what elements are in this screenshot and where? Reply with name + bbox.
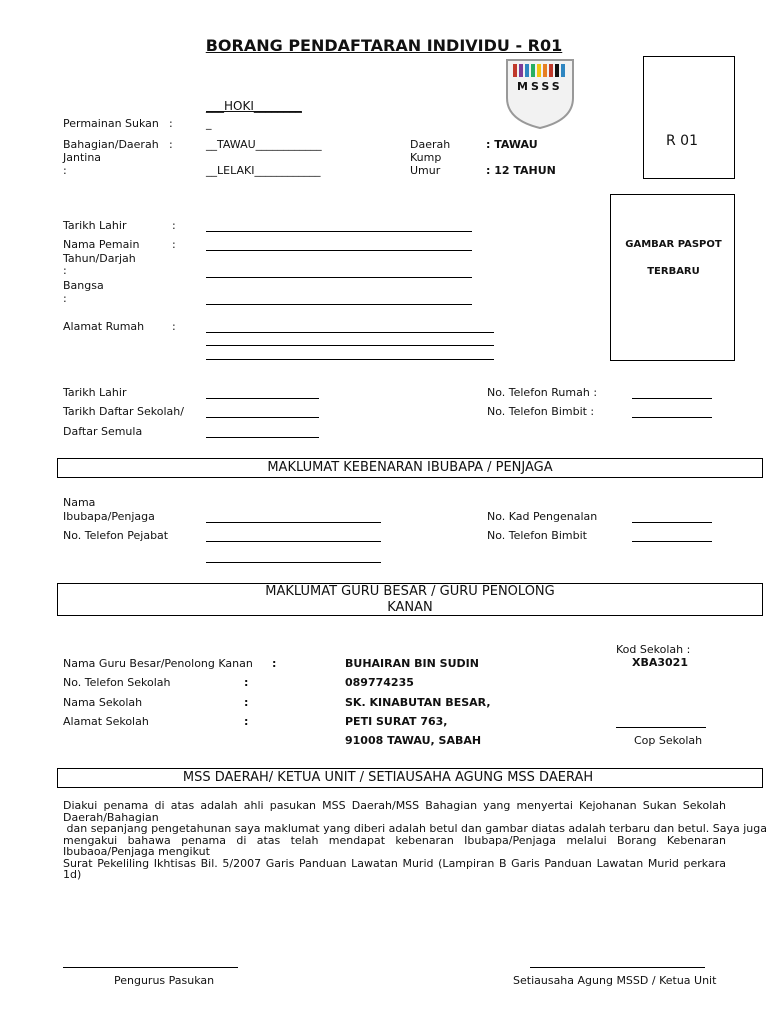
sport-colon: :: [169, 117, 173, 130]
teacher-row-label: Nama Guru Besar/Penolong Kanan: [63, 657, 253, 670]
school-code-label: Kod Sekolah :: [616, 643, 691, 656]
zone-value: __TAWAU____________: [206, 138, 322, 151]
declaration-line: mengakui bahawa penama di atas telah mendapat kebenaran Ibubapa/Penjaga melalui Borang Kebenaran Ibubaoa/Penjaga mengikut: [63, 833, 726, 858]
msss-logo: [505, 58, 575, 133]
declaration-line: Diakui penama di atas adalah ahli pasukan MSS Daerah/MSS Bahagian yang menyertai Kejohanan Sukan Sekolah Daerah/Bahagian: [63, 799, 726, 824]
home-phone-line[interactable]: [632, 398, 712, 399]
signature-label-left: Pengurus Pasukan: [114, 974, 215, 987]
stamp-label: Cop Sekolah: [634, 734, 703, 747]
reregister-line[interactable]: [206, 437, 319, 438]
stamp-line[interactable]: [616, 727, 706, 728]
name-label: Nama Pemain: [63, 238, 140, 251]
year-label: Tahun/Darjah: [63, 252, 136, 265]
teacher-row-label: Alamat Sekolah: [63, 715, 149, 728]
agegroup-label-1: Kump: [410, 151, 442, 164]
teacher-row-colon: :: [244, 696, 249, 709]
teacher-row-colon: :: [272, 657, 277, 670]
school-date-line[interactable]: [206, 417, 319, 418]
agegroup-value: : 12 TAHUN: [486, 164, 556, 177]
dob-colon: :: [172, 219, 176, 232]
office-phone-line[interactable]: [206, 541, 381, 542]
mobile-line[interactable]: [632, 417, 712, 418]
teacher-row-value: BUHAIRAN BIN SUDIN: [345, 657, 479, 670]
passport-photo-box: [610, 194, 735, 361]
parent-name-label-2: Ibubapa/Penjaga: [63, 510, 155, 523]
mobile-label: No. Telefon Bimbit :: [487, 405, 595, 418]
teacher-row-label: Nama Sekolah: [63, 696, 143, 709]
teacher-row-value: 91008 TAWAU, SABAH: [345, 734, 482, 747]
teacher-section-title-2: KANAN: [387, 600, 433, 615]
race-label: Bangsa: [63, 279, 104, 292]
sport-value-tail: _: [206, 117, 212, 130]
declaration-line: Surat Pekeliling Ikhtisas Bil. 5/2007 Garis Panduan Lawatan Murid (Lampiran B Garis Panduan Lawatan Murid perkara 1d): [63, 856, 726, 881]
teacher-row-value: 089774235: [345, 676, 414, 689]
dob-label: Tarikh Lahir: [63, 219, 127, 232]
zone-label: Bahagian/Daerah: [63, 138, 159, 151]
race-colon: :: [63, 292, 67, 305]
extra-parent-line[interactable]: [206, 562, 381, 563]
sport-label: Permainan Sukan: [63, 117, 159, 130]
teacher-section-title-1: MAKLUMAT GURU BESAR / GURU PENOLONG: [265, 584, 555, 599]
teacher-row-value: SK. KINABUTAN BESAR,: [345, 696, 491, 709]
address-label: Alamat Rumah: [63, 320, 145, 333]
form-code: R 01: [666, 133, 698, 149]
race-line[interactable]: [206, 304, 472, 305]
mss-section-header: [57, 768, 763, 788]
address-line-3[interactable]: [206, 359, 494, 360]
year-line[interactable]: [206, 277, 472, 278]
photo-label-2: TERBARU: [647, 266, 700, 277]
home-phone-label: No. Telefon Rumah :: [487, 386, 598, 399]
signature-label-right: Setiausaha Agung MSSD / Ketua Unit: [513, 974, 717, 987]
mss-section-title: MSS DAERAH/ KETUA UNIT / SETIAUSAHA AGUNG MSS DAERAH: [182, 770, 594, 785]
dob-line-2[interactable]: [206, 398, 319, 399]
district-value: : TAWAU: [486, 138, 538, 151]
parent-section-title: MAKLUMAT KEBENARAN IBUBAPA / PENJAGA: [267, 460, 553, 475]
agegroup-label-2: Umur: [410, 164, 441, 177]
parent-name-line[interactable]: [206, 522, 381, 523]
parent-name-label-1: Nama: [63, 496, 96, 509]
shield-logo-icon: [505, 58, 575, 130]
teacher-row-colon: :: [244, 715, 249, 728]
reregister-label: Daftar Semula: [63, 425, 143, 438]
year-colon: :: [63, 264, 67, 277]
dob-line[interactable]: [206, 231, 472, 232]
sport-value: ___HOKI________: [206, 99, 302, 113]
zone-colon: :: [169, 138, 173, 151]
signature-line-left[interactable]: [63, 967, 238, 968]
teacher-row-colon: :: [244, 676, 249, 689]
name-colon: :: [172, 238, 176, 251]
address-colon: :: [172, 320, 176, 333]
teacher-section-header: [57, 583, 763, 616]
declaration-paragraph: [63, 799, 767, 881]
signature-line-right[interactable]: [530, 967, 705, 968]
photo-label-1: GAMBAR PASPOT: [625, 239, 722, 250]
teacher-row-value: PETI SURAT 763,: [345, 715, 448, 728]
gender-value: __LELAKI____________: [206, 164, 321, 177]
name-line[interactable]: [206, 250, 472, 251]
school-date-label: Tarikh Daftar Sekolah/: [63, 405, 184, 418]
page-title: BORANG PENDAFTARAN INDIVIDU - R01: [205, 36, 563, 55]
gender-colon: :: [63, 164, 67, 177]
office-phone-label: No. Telefon Pejabat: [63, 529, 169, 542]
parent-mobile-label: No. Telefon Bimbit: [487, 529, 587, 542]
parent-section-header: [57, 458, 763, 478]
gender-label: Jantina: [63, 151, 102, 164]
dob-label-2: Tarikh Lahir: [63, 386, 127, 399]
address-line-1[interactable]: [206, 332, 494, 333]
district-label: Daerah: [410, 138, 451, 151]
teacher-row-label: No. Telefon Sekolah: [63, 676, 171, 689]
declaration-line: dan sepanjang pengetahunan saya maklumat yang diberi adalah betul dan gambar diatas adalah terbaru dan betul. Saya juga: [63, 822, 767, 835]
ic-line[interactable]: [632, 522, 712, 523]
form-code-box: [643, 56, 735, 179]
school-code-value: XBA3021: [632, 656, 688, 669]
address-line-2[interactable]: [206, 345, 494, 346]
logo-text: MSSS: [517, 80, 563, 93]
parent-mobile-line[interactable]: [632, 541, 712, 542]
ic-label: No. Kad Pengenalan: [487, 510, 598, 523]
